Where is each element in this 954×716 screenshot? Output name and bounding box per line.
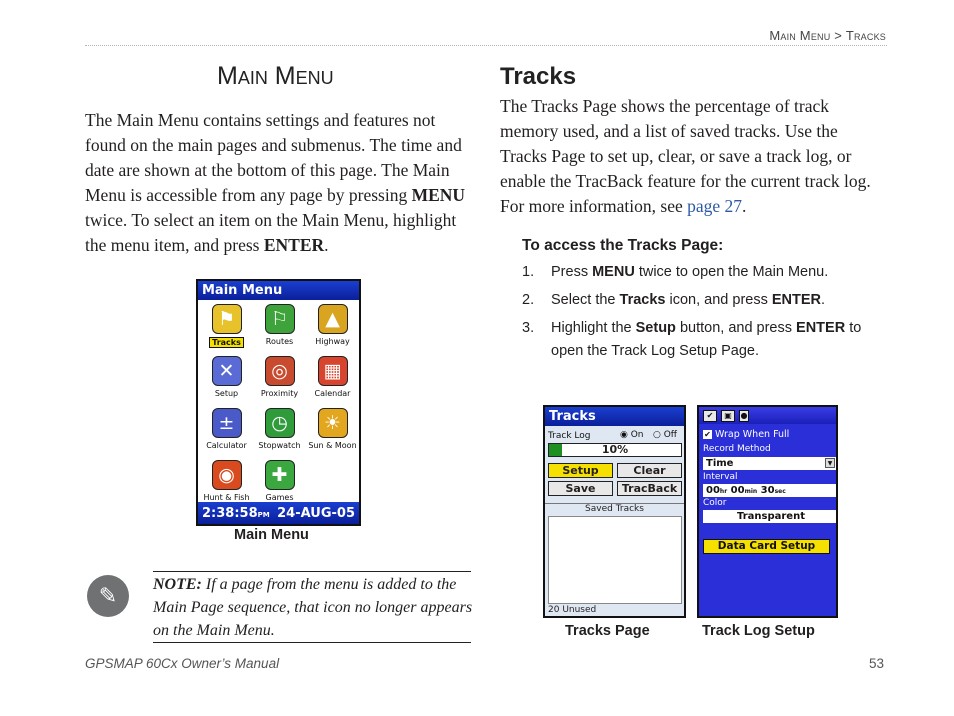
step-1: 1. Press MENU twice to open the Main Menu. bbox=[522, 264, 829, 280]
track-log-setup-screenshot bbox=[697, 405, 838, 618]
step-2: 2. Select the Tracks icon, and press ENTER. bbox=[522, 292, 826, 308]
header-rule bbox=[85, 45, 887, 46]
menu-item-label: Tracks bbox=[209, 337, 244, 348]
date-readout: 24-AUG-05 bbox=[277, 505, 355, 521]
tracks-paragraph: The Tracks Page shows the percentage of track memory used, and a list of saved tracks. Use the Tracks Page to set up, clear, or save a track log, or enable the TracBack feature for the current track log. For more information, see page 27. bbox=[500, 96, 871, 216]
menu-item-setup[interactable] bbox=[200, 354, 253, 404]
tracks-heading: Tracks bbox=[500, 63, 577, 90]
sun-moon-icon: ☀ bbox=[318, 408, 348, 438]
stopwatch-icon: ◷ bbox=[265, 408, 295, 438]
interval-label: Interval bbox=[703, 472, 738, 482]
save-button[interactable]: Save bbox=[548, 481, 613, 496]
note-rule-top bbox=[153, 571, 471, 572]
unused-count: 20 Unused bbox=[548, 605, 597, 615]
menu-item-label: Sun & Moon bbox=[308, 441, 357, 450]
data-card-setup-button[interactable]: Data Card Setup bbox=[703, 539, 830, 554]
menu-item-label: Calculator bbox=[206, 441, 247, 450]
tracks-icon: ⚑ bbox=[212, 304, 242, 334]
menu-item-label: Highway bbox=[315, 337, 350, 346]
wrap-when-full-checkbox[interactable]: ✔ Wrap When Full bbox=[704, 429, 790, 440]
enter-key: ENTER bbox=[263, 235, 325, 255]
note-text: NOTE: If a page from the menu is added to the Main Page sequence, that icon no longer appears on the Main Menu. bbox=[153, 576, 473, 639]
proximity-icon: ◎ bbox=[265, 356, 295, 386]
main-menu-screenshot bbox=[196, 279, 361, 526]
menu-item-sun-moon[interactable] bbox=[306, 406, 359, 456]
setup-tab-bar bbox=[699, 407, 836, 424]
color-label: Color bbox=[703, 498, 727, 508]
clear-button[interactable]: Clear bbox=[617, 463, 682, 478]
record-method-select[interactable]: Time ▼ bbox=[703, 457, 836, 470]
color-field[interactable]: Transparent bbox=[703, 510, 836, 523]
pin-tab-icon[interactable]: ● bbox=[740, 410, 748, 420]
setup-button[interactable]: Setup bbox=[548, 463, 613, 478]
main-menu-caption: Main Menu bbox=[234, 527, 309, 543]
tracks-screen-title: Tracks bbox=[545, 407, 684, 426]
am-pm: PM bbox=[257, 510, 270, 519]
calendar-icon: ▦ bbox=[318, 356, 348, 386]
menu-key: MENU bbox=[411, 185, 466, 205]
check-tab-icon[interactable]: ✔ bbox=[703, 410, 717, 422]
track-memory-percent: 10% bbox=[601, 443, 629, 456]
routes-icon: ⚐ bbox=[265, 304, 295, 334]
menu-screen-title: Main Menu bbox=[198, 281, 359, 300]
menu-item-calendar[interactable] bbox=[306, 354, 359, 404]
manual-title: GPSMAP 60Cx Owner’s Manual bbox=[85, 656, 280, 671]
menu-item-label: Hunt & Fish bbox=[203, 493, 250, 502]
clock-readout: 2:38:58PM bbox=[202, 505, 270, 521]
menu-item-label: Routes bbox=[265, 337, 294, 346]
track-log-setup-caption: Track Log Setup bbox=[702, 623, 815, 639]
breadcrumb-section: Main Menu bbox=[769, 28, 831, 43]
menu-item-label: Proximity bbox=[260, 389, 299, 398]
step-3: 3. Highlight the Setup button, and press ENTER to open the Track Log Setup Page. bbox=[522, 320, 862, 359]
menu-status-bar bbox=[198, 502, 359, 524]
track-memory-bar bbox=[548, 443, 682, 457]
on-radio[interactable]: ◉ On bbox=[620, 430, 644, 440]
menu-item-hunt-fish[interactable] bbox=[200, 458, 253, 508]
breadcrumb-subsection: Tracks bbox=[845, 28, 886, 43]
saved-tracks-header: Saved Tracks bbox=[545, 503, 684, 514]
hunt-fish-icon: ◉ bbox=[212, 460, 242, 490]
menu-item-highway[interactable] bbox=[306, 302, 359, 352]
chevron-down-icon: ▼ bbox=[825, 458, 835, 468]
menu-item-calculator[interactable] bbox=[200, 406, 253, 456]
tracks-page-caption: Tracks Page bbox=[565, 623, 650, 639]
breadcrumb bbox=[769, 28, 886, 43]
calculator-icon: ± bbox=[212, 408, 242, 438]
menu-item-games[interactable] bbox=[253, 458, 306, 508]
menu-grid bbox=[200, 302, 360, 508]
highway-icon: ▲ bbox=[318, 304, 348, 334]
tracks-page-screenshot bbox=[543, 405, 686, 618]
note-label: NOTE: bbox=[153, 576, 202, 593]
steps-heading: To access the Tracks Page: bbox=[522, 237, 724, 254]
interval-field[interactable]: 00hr 00min 30sec bbox=[703, 484, 836, 497]
main-menu-heading: Main Menu bbox=[217, 62, 334, 90]
menu-item-label: Games bbox=[265, 493, 294, 502]
menu-item-tracks[interactable] bbox=[200, 302, 253, 352]
card-tab-icon[interactable]: ▣ bbox=[721, 410, 735, 422]
menu-item-routes[interactable] bbox=[253, 302, 306, 352]
menu-item-label: Setup bbox=[214, 389, 239, 398]
menu-item-proximity[interactable] bbox=[253, 354, 306, 404]
checkbox-checked-icon: ✔ bbox=[704, 430, 711, 439]
menu-item-label: Calendar bbox=[314, 389, 351, 398]
games-icon: ✚ bbox=[265, 460, 295, 490]
page-number: 53 bbox=[868, 656, 884, 671]
main-menu-paragraph: The Main Menu contains settings and features not found on the main pages and submenus. The time and date are shown at the bottom of this page. The Main Menu is accessible from any page by pressing MENU twice. To select an item on the Main Menu, highlight the menu item, and press ENTER. bbox=[85, 110, 466, 255]
menu-item-stopwatch[interactable] bbox=[253, 406, 306, 456]
saved-tracks-list[interactable] bbox=[548, 516, 682, 604]
record-method-label: Record Method bbox=[703, 444, 771, 454]
tracback-button[interactable]: TracBack bbox=[617, 481, 682, 496]
page-27-link[interactable]: page 27 bbox=[687, 196, 743, 216]
menu-item-label: Stopwatch bbox=[258, 441, 301, 450]
breadcrumb-separator: > bbox=[834, 28, 843, 43]
setup-icon: ✕ bbox=[212, 356, 242, 386]
track-log-label: Track Log bbox=[548, 431, 591, 441]
note-rule-bottom bbox=[153, 642, 471, 643]
note-pencil-icon: ✎ bbox=[87, 575, 129, 617]
steps-list bbox=[522, 261, 892, 368]
off-radio[interactable]: ○ Off bbox=[653, 430, 678, 440]
